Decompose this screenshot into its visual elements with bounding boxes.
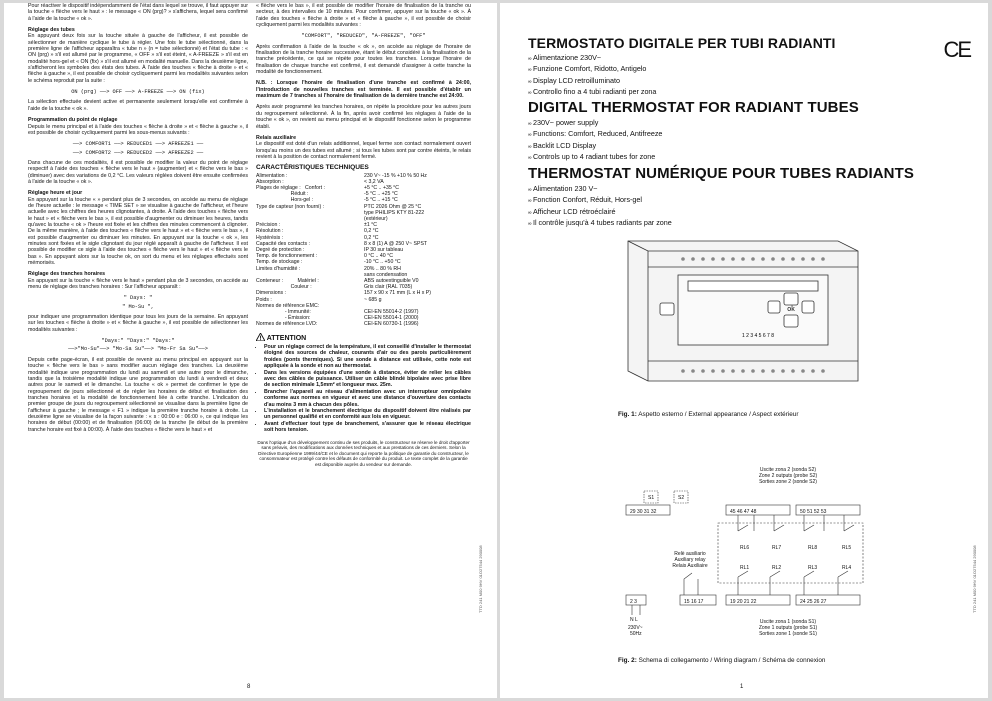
- spec-value: ~ 685 g: [364, 296, 382, 303]
- spec-key: Capacité des contacts :: [256, 240, 310, 247]
- heading-tranches: Réglage des tranches horaires: [28, 271, 106, 278]
- zone1-label-fr: Sorties zone 1 (sonde S1): [759, 631, 817, 637]
- days-display-1: " Days: ": [123, 295, 153, 302]
- fig2-text: Schema di collegamento / Wiring diagram / Schéma de connexion: [638, 657, 826, 664]
- nb-note: N.B. : Lorsque l'horaire de finalisation d'une tranche est confirmé à 24:00, l'introduction de nouvelles tranches est terminée. Il est possible d'établir un maximum de 7 tranches si l'horaire de finalisation de la dernière tranche est 24:00.: [256, 80, 471, 100]
- aux-label-en: Auxiliary relay: [674, 557, 706, 563]
- spec-value: 0,2 °C: [364, 228, 379, 235]
- prog-text: Depuis le menu principal et à l'aide des touches « flèche à droite » et « flèche à gauche », il est possible de choisir cycliquement parmi les sous-menus suivants :: [28, 123, 248, 136]
- aux-label-it: Relè ausiliario: [674, 551, 706, 557]
- spec-value: ABS autoextinguible V0: [364, 278, 419, 285]
- flow-setpoints-1: ——> COMFORT1 ——> REDUCED1 ——> AFREEZE1 ——: [72, 141, 204, 148]
- feature-bullet: ∞ Controllo fino a 4 tubi radianti per zona: [528, 87, 656, 98]
- supply-label-1: 230V~: [628, 625, 643, 631]
- feature-bullet: ∞ Controls up to 4 radiant tubes for zone: [528, 152, 662, 163]
- zone1-label-it: Uscite zona 1 (sonda S1): [759, 619, 817, 625]
- spec-value: 8 x 8 (1) A @ 250 V~ SPST: [364, 240, 428, 247]
- terminal-numbers: 1 2 3 4 5 6 7 8: [742, 333, 774, 339]
- heading-caract: CARACTÉRISTIQUES TECHNIQUES: [256, 164, 369, 172]
- relay-rl2: RL2: [772, 565, 782, 571]
- page-number-left: 8: [247, 684, 251, 690]
- heading-prog: Programmation du point de réglage: [28, 117, 118, 124]
- feature-bullet: ∞ Functions: Comfort, Reduced, Antifreeze: [528, 129, 662, 140]
- spec-table: [256, 173, 471, 328]
- heading-heure: Réglage heure et jour: [28, 190, 83, 197]
- spec-value: PTC 2026 Ohm @ 25 °C: [364, 203, 422, 210]
- spec-value: CEI-EN 60730-1 (1996): [364, 321, 419, 328]
- spec-value: sans condensation: [364, 271, 408, 278]
- feature-bullet: ∞ Fonction Confort, Réduit, Hors-gel: [528, 195, 672, 206]
- spec-key: Conteneur : Matériel :: [256, 278, 319, 285]
- spec-value: ±1 °C: [364, 222, 377, 229]
- left-column-1: [28, 3, 248, 438]
- bullets-en: [528, 118, 662, 164]
- col2-text-3: Après avoir programmé les tranches horaires, on répète la procédure pour les autres jours du regroupement sélectionné. À la fin, après avoir confirmé les réglages à l'aide de la touche « ok », on revient au menu principal et le dispositif fonctionne selon le programme établi.: [256, 104, 471, 130]
- fig1-label: Fig. 1:: [618, 411, 637, 418]
- feature-bullet: ∞ Backlit LCD Display: [528, 141, 662, 152]
- spec-key: Alimentation :: [256, 172, 288, 179]
- terminals-zone2a: 45 46 47 48: [730, 509, 757, 515]
- attention-list: [256, 344, 471, 434]
- left-column-2: [256, 3, 471, 468]
- bullets-fr: [528, 184, 672, 230]
- relay-rl3: RL3: [808, 565, 818, 571]
- spec-value: (extérieur): [364, 215, 388, 222]
- relais-text: Le dispositif est doté d'un relais additionnel, lequel ferme son contact normalement ouvert lorsqu'au moins un des tubes est allumé ; si tous les tubes sont par contre éteints, le relais revient à la position de contact normalement fermé.: [256, 141, 471, 160]
- spec-key: Plages de réglage : Confort :: [256, 184, 325, 191]
- prog-text-2: Dans chacune de ces modalités, il est possible de modifier la valeur du point de réglage respectif à l'aide des touches « flèche vers le haut » (augmenter) et « flèche vers le bas » (diminuer) avec des variations de 0,2 °C. Les valeurs réglées doivent être ensuite confirmées à l'aide de la touche « ok ».: [28, 159, 248, 185]
- spec-value: type PHILIPS KTY 81-222: [364, 209, 425, 216]
- attention-heading: [256, 333, 471, 342]
- page-number-right: 1: [740, 684, 744, 690]
- fig2-label: Fig. 2:: [618, 657, 637, 664]
- spec-value: 0,2 °C: [364, 234, 379, 241]
- spec-key: Normes de référence LVD:: [256, 321, 318, 328]
- feature-bullet: ∞ Il contrôle jusqu'à 4 tubes radiants par zone: [528, 218, 672, 229]
- spec-key: Couleur :: [256, 284, 312, 291]
- heading-tubes: Réglage des tubes: [28, 27, 75, 34]
- terminals-bottom-right: 19 20 21 22: [730, 599, 757, 605]
- attention-item: • Pour un réglage correct de la température, il est conseillé d'installer le thermostat éloigné des sources de chaleur, courants d'air ou des parois particulièrement froides (ponts thermiques). Si une sonde à distance est utilisée, cette note est appliquée à la sonde et non au thermostat.: [264, 344, 471, 370]
- attention-item: • Brancher l'appareil au réseau d'alimentation avec un interrupteur omnipolaire conforme aux normes en vigueur et avec une distance d'ouverture des contacts d'au moins 3 mm à chacun des pôles.: [264, 389, 471, 408]
- spec-key: - Immunité:: [256, 309, 311, 316]
- wiring-diagram: [618, 465, 868, 653]
- tranches-text: En appuyant sur la touche « flèche vers le haut » pendant plus de 3 secondes, on accède au menu de réglage des tranches horaires : Sur l'afficheur apparaît :: [28, 277, 248, 291]
- ok-button-label: ok: [787, 306, 795, 313]
- relay-rl6: RL6: [740, 545, 750, 551]
- spec-key: Normes de référence EMC:: [256, 302, 320, 309]
- intro-text: Pour réactiver le dispositif indépendamment de l'état dans lequel se trouve, il faut appuyer sur la touche « flèche vers le haut » : le message « ON (prg)? » s'affichera, lequel sera confirmé à l'aide de la touche « ok ».: [28, 3, 248, 22]
- spec-value: 20% .. 80 % RH: [364, 265, 401, 272]
- col2-text-1: « flèche vers le bas », il est possible de modifier l'horaire de finalisation de la tranche ou secteur, à des intervalles de 10 minutes. Pour confirmer, appuyer sur la touche « ok ». À l'aide des touches « flèche à droite » et « flèche à gauche », il est possible de choisir cycliquement parmi les modalités suivantes :: [256, 3, 471, 29]
- spec-key: Précision :: [256, 222, 281, 229]
- spec-key: Temp. de stockage :: [256, 259, 303, 266]
- zone1-label-en: Zone 1 outputs (probe S1): [758, 625, 818, 631]
- aux-label-fr: Relais Auxiliaire: [672, 563, 708, 569]
- relay-rl5: RL5: [842, 545, 852, 551]
- terminals-left: 29 30 31 32: [630, 509, 657, 515]
- feature-bullet: ∞ Afficheur LCD rétroéclairé: [528, 207, 672, 218]
- feature-bullet: ∞ 230V~ power supply: [528, 118, 662, 129]
- attention-title: ATTENTION: [266, 334, 307, 342]
- spec-value: IP 30 sur tableau: [364, 247, 404, 253]
- spec-key: Hystérésis :: [256, 234, 284, 241]
- spec-key: Limites d'humidité :: [256, 265, 301, 272]
- title-it: TERMOSTATO DIGITALE PER TUBI RADIANTI: [528, 35, 836, 51]
- relay-rl4: RL4: [842, 565, 852, 571]
- menu-button: [660, 303, 674, 315]
- spec-key: Absorption :: [256, 178, 284, 185]
- zone2-label-en: Zone 2 outputs (probe S2): [758, 473, 818, 479]
- disclaimer: Dans l'optique d'un développement continu de ses produits, le constructeur se réserve le droit d'apporter sans préavis, des modifications aux données techniques et aux prestations de ces derniers. Selon la Directive Européenne 1999/44/CE et le document qui reporte la politique de garantie du constructeur, le consommateur est protégé contre les défauts de conformité du produit. Le texte complet de la garantie est disponible auprès du vendeur sur demande.: [257, 439, 470, 468]
- spec-key: Degré de protection :: [256, 247, 305, 253]
- nl-label: N L: [630, 617, 638, 623]
- relay-rl1: RL1: [740, 565, 750, 571]
- terminals-bottom-mid: 15 16 17: [684, 599, 704, 605]
- tubes-text: En appuyant deux fois sur la touche située à gauche de l'afficheur, il est possible de sélectionner de manière cyclique le tube à régler. Une fois le tube sélectionné, dans la première ligne de l'afficheur apparaîtra « tube n » (n = tube sélectionné) et l'état du tube : « ON (prg) » s'il est allumé par le programme, « OFF » s'il est éteint, « A-FREEZE » s'il est en modalité hors-gel et « ON (fix) » s'il est allumé en modalité manuelle. Dans la deuxième ligne, s'afficheront les symboles des états des tubes. À l'aide des touches « flèche à droite » et « flèche à gauche », il est possible de choisir cycliquement parmi les modalités suivantes selon le schéma reproduit par la suite :: [28, 33, 248, 84]
- device-illustration: [618, 231, 868, 407]
- terminals-bottom-right-2: 24 25 26 27: [800, 599, 827, 605]
- fig2-caption: [618, 657, 825, 664]
- spec-value: 230 V~ -15 % +10 % 50 Hz: [364, 172, 427, 179]
- feature-bullet: ∞ Alimentazione 230V~: [528, 53, 656, 64]
- col2-text-2: Après confirmation à l'aide de la touche « ok », on accède au réglage de l'horaire de finalisation de la tranche horaire successive, étant le début considéré à la finalisation de la tranche précédente, ce qui se répète pour toutes les tranches. Lorsque l'horaire de finalisation de chaque tranche est confirmé, il est demandé d'assigner à cette tranche la modalité de fonctionnement.: [256, 43, 471, 76]
- feature-bullet: ∞ Display LCD retroilluminato: [528, 76, 656, 87]
- spec-key: - Émission:: [256, 315, 311, 322]
- supply-label-2: 50Hz: [630, 631, 642, 637]
- s2-label: S2: [678, 495, 685, 501]
- terminals-zone2b: 50 51 52 53: [800, 509, 827, 515]
- attention-item: • Dans les versions équipées d'une sonde à distance, éviter de relier les câbles avec des câbles de puissance. Utiliser un câble blindé bipolaire avec prise libre de section minimale 1,5mm² et longueur max. 25m.: [264, 370, 471, 389]
- spec-value: CEI-EN 55014-1 (2000): [364, 315, 419, 322]
- bullets-it: [528, 53, 656, 99]
- spec-key: Dimensions :: [256, 290, 286, 297]
- title-fr: THERMOSTAT NUMÉRIQUE POUR TUBES RADIANTS: [528, 165, 914, 182]
- spec-value: -10 °C .. +50 °C: [364, 259, 401, 266]
- terminals-bottom-left: 2 3: [630, 599, 637, 605]
- feature-bullet: ∞ Funzione Comfort, Ridotto, Antigelo: [528, 64, 656, 75]
- spec-key: Hors-gel :: [256, 197, 314, 204]
- attention-item: • L'installation et le branchement électrique du dispositif doivent être réalisés par un personnel qualifié et en conformité aux lois en vigueur.: [264, 408, 471, 421]
- spec-value: 157 x 90 x 71 mm (L x H x P): [364, 290, 431, 297]
- spec-key: Poids :: [256, 296, 272, 303]
- spec-value: -5 °C .. +25 °C: [364, 191, 398, 198]
- attention-item: • Avant d'effectuer tout type de branchement, s'assurer que le réseau électrique soit hors tension.: [264, 421, 471, 434]
- spec-value: Gris clair (RAL 7035): [364, 284, 413, 291]
- tranches-text-3: Depuis cette page-écran, il est possible de revenir au menu principal en appuyant sur la touche « flèche vers le bas » sans modifier aucun réglage des tranches. La deuxième modalité indique une programmation du lundi au samedi et une autre pour le dimanche, tandis que la troisième modalité indique une programmation du lundi à vendredi et deux autres pour le samedi et le dimanche. La touche « ok » permet de confirmer le type de regroupement de jours sélectionné et de régler les horaires de début et finalisation des tranches horaires et la modalité de fonctionnement liée à cette tranche. L'indication du premier groupe de jours du regroupement sélectionné se visualise dans la première ligne de l'afficheur à gauche ; le message « F1 » indique la première tranche horaire à droite. La deuxième ligne se visualise de la façon suivante : « s : 00:00 e : 06:00 », ce qui indique les horaires de début (00:00) et de finalisation (06:00) de la tranche (le début de la première tranche horaire est fixé à 00:00). À l'aide des touches « flèche vers le haut » et: [28, 356, 248, 433]
- relay-rl7: RL7: [772, 545, 782, 551]
- fig1-caption: [618, 411, 798, 418]
- zone2-label-fr: Sorties zone 2 (sonde S2): [759, 479, 817, 485]
- heading-relais: Relais auxiliaire: [256, 134, 297, 141]
- feature-bullet: ∞ Alimentation 230 V~: [528, 184, 672, 195]
- spec-value: 0 °C .. 40 °C: [364, 253, 393, 260]
- modes-list: "COMFORT", "REDUCED", "A-FREEZE", "OFF": [301, 33, 426, 40]
- flow-days-2: ——>"Mo-Su"——> "Mo-Sa Su"——> "Mo-Fr Sa Su"——>: [68, 346, 208, 353]
- spec-row: [256, 321, 471, 327]
- spec-value: CEI-EN 55014-2 (1997): [364, 309, 419, 316]
- spec-key: Type de capteur (non fourni) :: [256, 203, 325, 210]
- left-page: [4, 3, 497, 698]
- warning-icon: [256, 333, 265, 341]
- zone2-label-it: Uscite zona 2 (sonda S2): [759, 467, 817, 473]
- spec-value: +5 °C .. +35 °C: [364, 184, 400, 191]
- spec-key: Temp. de fonctionnement :: [256, 253, 318, 260]
- tranches-text-2: pour indiquer une programmation identique pour tous les jours de la semaine. En appuyant sur les touches « flèche à droite » et « flèche à gauche », il est possible de sélectionner les modalités suivantes :: [28, 314, 248, 333]
- spec-key: Résolution :: [256, 228, 284, 235]
- heure-text: En appuyant sur la touche « » pendant plus de 3 secondes, on accède au menu de réglage de l'heure actuelle : le message « TIME SET » se visualise à gauche de l'afficheur, et l'heure actuelle avec les chiffres des heures clignotantes, à droite. À l'aide des touches « flèche vers le haut » et « flèche vers le bas », il est possible d'augmenter ou diminuer les heures, tandis qu'avec la touche « ok » l'heure est fixée et les chiffres des minutes commencent à clignoter. De la même manière, à l'aide des touches « flèche vers le haut » et « flèche vers le bas », il est possible d'augmenter ou diminuer les minutes. En appuyant sur la touche « ok », les minutes sont fixées et le sigle clignotant du jour réglé apparaît à gauche de l'afficheur. Il est possible de modifier ce sigle à l'aide des touches « flèche vers le haut » et « flèche vers le bas ». En appuyant alors sur la touche ok, on sort du menu et les réglages effectués sont mémorisés.: [28, 196, 248, 267]
- spec-key: Réduit :: [256, 191, 309, 198]
- right-page: [500, 3, 988, 698]
- s1-label: S1: [648, 495, 655, 501]
- ce-mark: CE: [943, 37, 970, 62]
- fig1-text: Aspetto esterno / External appearance / Aspect extérieur: [638, 411, 799, 418]
- flow-setpoints-2: ——> COMFORT2 ——> REDUCED2 ——> AFREEZE2 ——: [72, 149, 204, 156]
- spec-value: -5 °C .. +15 °C: [364, 197, 398, 204]
- title-en: DIGITAL THERMOSTAT FOR RADIANT TUBES: [528, 99, 859, 116]
- tubes-text-2: La sélection effectuée devient active et permanente seulement lorsqu'elle est confirmée à l'aide de la touche « ok ».: [28, 99, 248, 112]
- flow-days-1: "Days:" "Days:" "Days:": [101, 338, 175, 345]
- side-code-left: TTD 241 M00 9HV 01O27544 290008: [478, 545, 483, 613]
- days-display-2: " Mo-Su ",: [122, 303, 154, 310]
- flow-modes: ON (prg) ——> OFF ——> A-FREEZE ——> ON (fix): [71, 89, 205, 96]
- spec-value: < 3,2 VA: [364, 178, 384, 185]
- side-code-right: TTD 241 M00 9HV 01O27544 290008: [972, 545, 977, 613]
- relay-rl8: RL8: [808, 545, 818, 551]
